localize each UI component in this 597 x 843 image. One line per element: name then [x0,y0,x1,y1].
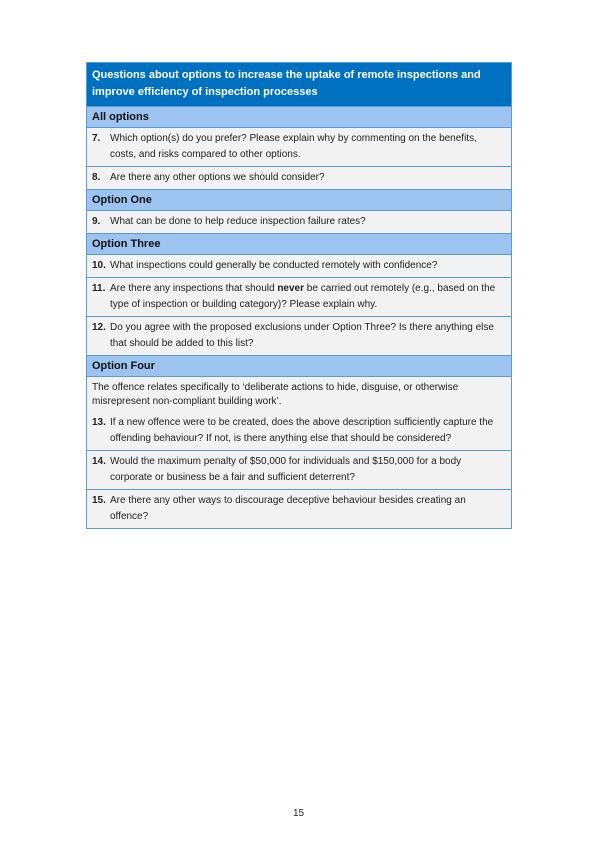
question-text: Do you agree with the proposed exclusions under Option Three? Is there anything else that should be added to this list? [110,322,494,349]
question-11 [87,278,511,317]
question-number: 13. [92,417,106,428]
question-15 [87,490,511,528]
question-number: 10. [92,260,106,271]
question-14 [87,451,511,490]
question-text: Which option(s) do you prefer? Please explain why by commenting on the benefits, costs, and risks compared to other options. [110,133,477,160]
question-text [110,281,505,313]
question-number: 9. [92,216,101,227]
table-header: Questions about options to increase the uptake of remote inspections and improve efficiency of inspection processes [87,63,511,107]
question-9 [87,211,511,234]
question-text: What can be done to help reduce inspection failure rates? [110,216,366,227]
question-text: Are there any other ways to discourage deceptive behaviour besides creating an offence? [110,495,466,522]
question-7 [87,128,511,167]
question-number: 11. [92,283,106,294]
question-number: 15. [92,495,106,506]
question-number: 7. [92,133,101,144]
page-number: 15 [292,808,305,819]
question-13 [87,412,511,451]
question-number: 8. [92,172,101,183]
questions-table [86,62,512,529]
question-number: 14. [92,456,106,467]
question-text: Would the maximum penalty of $50,000 for individuals and $150,000 for a body corporate or business be a fair and sufficient deterrent? [110,456,462,483]
question-text: What inspections could generally be conducted remotely with confidence? [110,260,438,271]
question-10 [87,255,511,278]
section-option-three: Option Three [87,234,511,255]
option-four-intro: The offence relates specifically to ‘deliberate actions to hide, disguise, or otherwise misrepresent non-compliant building work’. [87,377,511,412]
emphasis-never: never [277,283,305,294]
section-option-four: Option Four [87,356,511,377]
question-text: If a new offence were to be created, does the above description sufficiently capture the offending behaviour? If not, is there anything else that should be considered? [110,417,494,444]
section-all-options: All options [87,107,511,128]
question-number: 12. [92,322,106,333]
question-text-part: be carried out remotely (e.g., based on the type of inspection or building category)? Please explain why. [110,283,496,310]
question-text: Are there any other options we should consider? [110,172,325,183]
question-8 [87,167,511,190]
section-option-one: Option One [87,190,511,211]
question-text-part: Are there any inspections that should [110,283,278,294]
question-12 [87,317,511,356]
